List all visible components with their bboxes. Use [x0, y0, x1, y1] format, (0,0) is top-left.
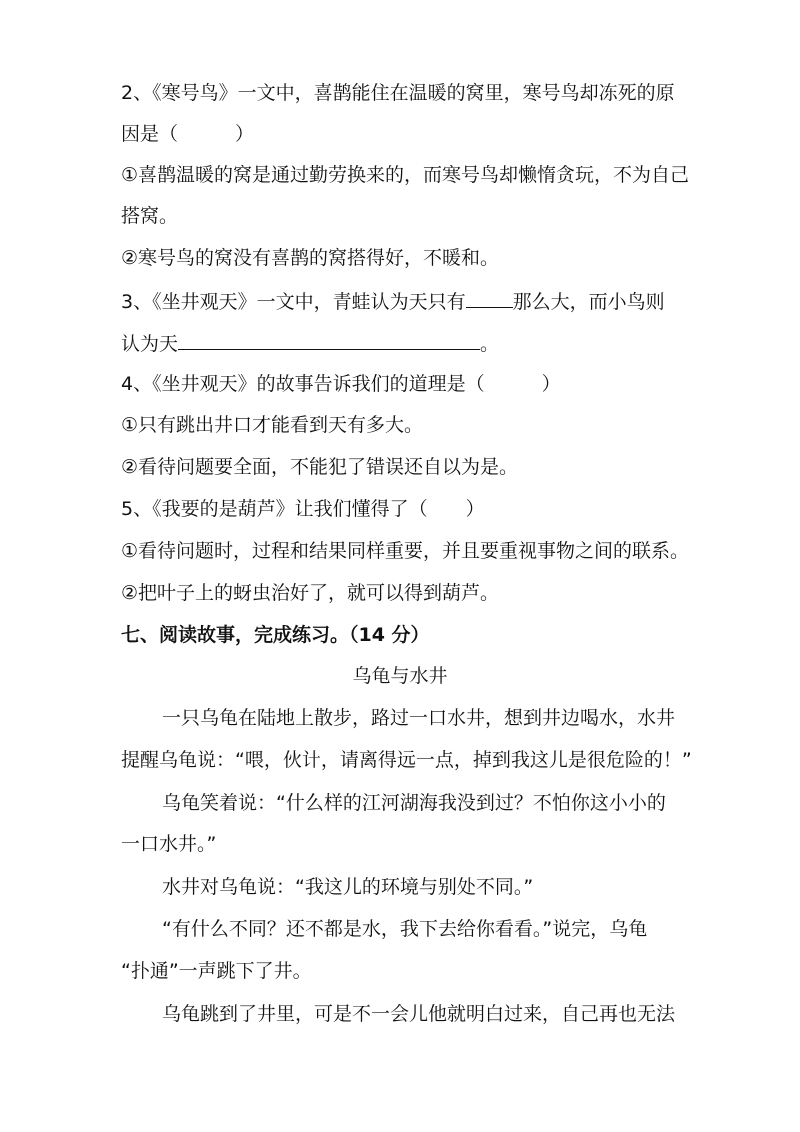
q2-option1-line1: ①喜鹊温暖的窝是通过勤劳换来的，而寒号鸟却懒惰贪玩，不为自己	[121, 164, 690, 186]
q3-text-b: 那么大，而小鸟则	[512, 291, 665, 313]
q4-option2: ②看待问题要全面，不能犯了错误还自以为是。	[121, 456, 519, 478]
section7-heading: 七、阅读故事，完成练习。（14 分）	[121, 624, 430, 646]
q3-blank-1[interactable]	[466, 287, 513, 308]
story-p4-line1: “有什么不同？还不都是水，我下去给你看看。”说完，乌龟	[162, 918, 648, 940]
story-p4-line2: “扑通”一声跳下了井。	[121, 960, 312, 982]
q3-blank-2[interactable]	[178, 329, 480, 350]
q4-stem: 4、《坐井观天》的故事告诉我们的道理是（ ）	[121, 373, 561, 395]
q3-stem-line2	[121, 329, 499, 357]
q4-option1: ①只有跳出井口才能看到天有多大。	[121, 414, 424, 436]
q2-stem-line2: 因是（ ）	[121, 123, 255, 145]
q2-option2: ②寒号鸟的窝没有喜鹊的窝搭得好，不暖和。	[121, 247, 500, 269]
q3-stem-line1	[121, 287, 665, 315]
q3-text-d: 。	[480, 333, 500, 355]
story-p2-line2: 一口水井。”	[121, 833, 217, 855]
q2-stem-line1: 2、《寒号鸟》一文中，喜鹊能住在温暖的窝里，寒号鸟却冻死的原	[121, 82, 675, 104]
q5-option2: ②把叶子上的蚜虫治好了，就可以得到葫芦。	[121, 582, 500, 604]
story-p2-line1: 乌龟笑着说：“什么样的江河湖海我没到过？不怕你这小小的	[162, 792, 666, 814]
story-p1-line1: 一只乌龟在陆地上散步，路过一口水井，想到井边喝水，水井	[162, 707, 676, 729]
q3-text-c: 认为天	[121, 333, 179, 355]
story-title: 乌龟与水井	[352, 665, 448, 687]
q5-stem: 5、《我要的是葫芦》让我们懂得了（ ）	[121, 498, 485, 520]
q5-option1: ①看待问题时，过程和结果同样重要，并且要重视事物之间的联系。	[121, 540, 690, 562]
story-p3: 水井对乌龟说：“我这儿的环境与别处不同。”	[162, 876, 534, 898]
story-p1-line2: 提醒乌龟说：“喂，伙计，请离得远一点，掉到我这儿是很危险的！”	[121, 749, 692, 771]
q2-option1-line2: 搭窝。	[121, 205, 179, 227]
q3-text-a: 3、《坐井观天》一文中，青蛙认为天只有	[121, 291, 466, 313]
story-p5-line1: 乌龟跳到了井里，可是不一会儿他就明白过来，自己再也无法	[162, 1003, 676, 1025]
